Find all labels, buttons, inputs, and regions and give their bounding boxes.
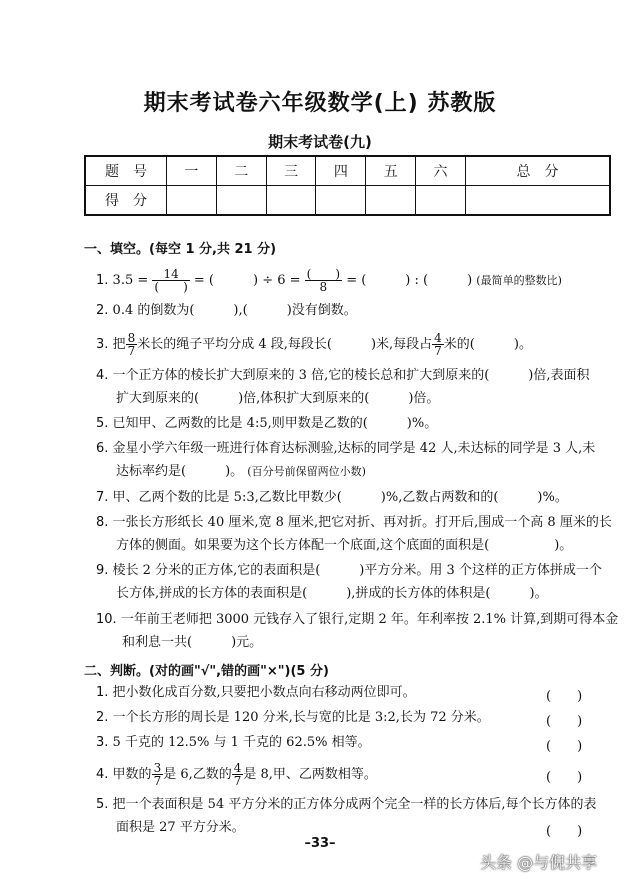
- fraction-denominator: 8: [319, 280, 328, 294]
- question-number: 9.: [96, 563, 109, 578]
- score-cell[interactable]: [465, 186, 610, 216]
- q-text-line1: 一张长方形纸长 40 厘米,宽 8 厘米,把它对折、再对折。打开后,围成一个高 8 厘米的长: [112, 515, 612, 530]
- score-table-header-row: [85, 156, 610, 186]
- question-number: 5.: [96, 797, 109, 812]
- q-text[interactable]: 甲、乙两个数的比是 5:3,乙数比甲数少( )%,乙数占两数和的( )%。: [112, 490, 568, 505]
- question-1-4-line2[interactable]: 扩大到原来的( )倍,体积扩大到原来的( )倍。: [116, 391, 440, 406]
- q-text: 一个长方形的周长是 120 分米,长与宽的比是 3:2,长为 72 分米。: [112, 710, 490, 725]
- q-text[interactable]: 米长的绳子平均分成 4 段,每段长( )米,每段占: [137, 337, 433, 352]
- question-1-6-line2[interactable]: [116, 464, 366, 480]
- question-number: 2.: [96, 303, 109, 318]
- fraction: [432, 332, 444, 357]
- fraction-denominator: 7: [153, 774, 162, 788]
- fraction: [152, 268, 189, 293]
- page-title: 期末考试卷六年级数学(上) 苏教版: [143, 91, 497, 116]
- fraction-numerator[interactable]: ( ): [306, 267, 341, 281]
- q-text[interactable]: 米的( )。: [443, 337, 532, 352]
- score-cell[interactable]: [266, 186, 316, 216]
- score-cell[interactable]: [316, 186, 366, 216]
- q-text: 5 千克的 12.5% 与 1 千克的 62.5% 相等。: [112, 735, 371, 750]
- score-cell[interactable]: [216, 186, 266, 216]
- q-text[interactable]: 0.4 的倒数为( ),( )没有倒数。: [112, 303, 357, 318]
- fraction-denominator: 7: [434, 344, 442, 358]
- fraction-denominator[interactable]: ( ): [154, 280, 188, 294]
- question-1-10-line2[interactable]: 和利息一共( )元。: [122, 635, 263, 650]
- fraction-denominator: 7: [127, 344, 136, 358]
- q-text-line1[interactable]: 棱长 2 分米的正方体,它的表面积是( )平方分米。用 3 个这样的正方体拼成一个: [112, 563, 602, 578]
- question-1-8: [96, 515, 612, 531]
- question-number: 5.: [96, 416, 109, 431]
- q-text[interactable]: 达标率约是( )。: [116, 464, 244, 479]
- question-1-9[interactable]: [96, 563, 602, 579]
- page-number: –33–: [304, 836, 336, 851]
- question-1-6: [96, 441, 595, 457]
- fraction-numerator: 3: [153, 761, 162, 775]
- header-cell: 题 号: [85, 156, 167, 186]
- judge-question-1: [96, 685, 416, 701]
- fraction: [232, 762, 244, 787]
- question-number: 3.: [96, 735, 109, 750]
- fraction: [152, 762, 164, 787]
- q-text-line1[interactable]: 一个正方体的棱长扩大到原来的 3 倍,它的棱长总和扩大到原来的( )倍,表面积: [112, 368, 590, 383]
- question-1-2[interactable]: [96, 303, 357, 319]
- q-text[interactable]: 已知甲、乙两数的比是 4:5,则甲数是乙数的( )%。: [112, 416, 438, 431]
- judge-question-5: [96, 797, 597, 813]
- fraction-numerator: 4: [434, 331, 442, 345]
- question-number: 7.: [96, 490, 109, 505]
- judge-answer-blank[interactable]: ( ): [546, 770, 583, 785]
- score-cell[interactable]: [167, 186, 217, 216]
- judge-question-5-line2: 面积是 27 平方分米。: [116, 820, 245, 835]
- question-number: 2.: [96, 710, 109, 725]
- header-cell: 二: [216, 156, 266, 186]
- question-1-10: [96, 612, 618, 628]
- score-cell[interactable]: [416, 186, 466, 216]
- question-number: 10.: [96, 612, 117, 627]
- q-text: 是 6,乙数的: [163, 767, 232, 782]
- question-1-5[interactable]: [96, 416, 437, 432]
- header-cell: 总 分: [465, 156, 610, 186]
- q-text: 3.5 =: [112, 273, 149, 288]
- header-cell: 三: [266, 156, 316, 186]
- header-cell: 四: [316, 156, 366, 186]
- judge-answer-blank[interactable]: ( ): [546, 739, 583, 754]
- section2-heading: 二、判断。(对的画"√",错的画"×")(5 分): [84, 664, 329, 679]
- judge-answer-blank[interactable]: ( ): [546, 824, 583, 839]
- watermark: 头条 @与倪共享: [480, 853, 598, 872]
- score-table-score-row: [85, 186, 610, 216]
- question-number: 4.: [96, 767, 109, 782]
- q-text: 把小数化成百分数,只要把小数点向右移动两位即可。: [112, 685, 416, 700]
- fraction-numerator: 4: [233, 761, 242, 775]
- q-note: (最简单的整数比): [476, 274, 562, 287]
- q-text-line1: 一年前王老师把 3000 元钱存入了银行,定期 2 年。年利率按 2.1% 计算,到期可得本金: [120, 612, 619, 627]
- row-label: 得 分: [85, 186, 167, 216]
- question-1-8-line2[interactable]: 方体的侧面。如果要为这个长方体配一个底面,这个底面的面积是( )。: [116, 538, 573, 553]
- score-table: [84, 155, 611, 216]
- q-text[interactable]: = ( ) ÷ 6 =: [193, 273, 301, 288]
- header-cell: 一: [167, 156, 217, 186]
- question-1-4[interactable]: [96, 368, 590, 384]
- score-cell[interactable]: [366, 186, 416, 216]
- fraction-numerator: 8: [127, 331, 136, 345]
- fraction-numerator: 14: [152, 268, 189, 281]
- judge-answer-blank[interactable]: ( ): [546, 714, 583, 729]
- judge-question-3: [96, 735, 371, 751]
- question-number: 6.: [96, 441, 109, 456]
- exam-subtitle: 期末考试卷(九): [268, 133, 372, 151]
- fraction-denominator: 7: [233, 774, 242, 788]
- question-1-1: [96, 268, 562, 293]
- header-cell: 六: [416, 156, 466, 186]
- question-number: 8.: [96, 515, 109, 530]
- question-number: 1.: [96, 273, 109, 288]
- judge-answer-blank[interactable]: ( ): [546, 689, 583, 704]
- fraction: [126, 332, 138, 357]
- question-1-9-line2[interactable]: 长方体,拼成的长方体的表面积是( ),拼成的长方体的体积是( )。: [116, 586, 548, 601]
- judge-question-2: [96, 710, 490, 726]
- question-1-3[interactable]: [96, 332, 532, 357]
- question-number: 1.: [96, 685, 109, 700]
- question-number: 3.: [96, 337, 109, 352]
- q-text-line1: 金星小学六年级一班进行体育达标测验,达标的同学是 42 人,未达标的同学是 3 人,未: [112, 441, 596, 456]
- q-text[interactable]: = ( ) : ( ): [346, 273, 473, 288]
- q-note: (百分号前保留两位小数): [247, 465, 366, 478]
- q-text: 把: [112, 337, 126, 352]
- q-text: 甲数的: [112, 767, 152, 782]
- q-text-line1: 把一个表面积是 54 平方分米的正方体分成两个完全一样的长方体后,每个长方体的表: [112, 797, 597, 812]
- fraction: [305, 268, 342, 293]
- q-text: 是 8,甲、乙两数相等。: [243, 767, 377, 782]
- question-number: 4.: [96, 368, 109, 383]
- header-cell: 五: [366, 156, 416, 186]
- section1-heading: 一、填空。(每空 1 分,共 21 分): [84, 242, 277, 257]
- question-1-7[interactable]: [96, 490, 568, 506]
- judge-question-4: [96, 762, 377, 787]
